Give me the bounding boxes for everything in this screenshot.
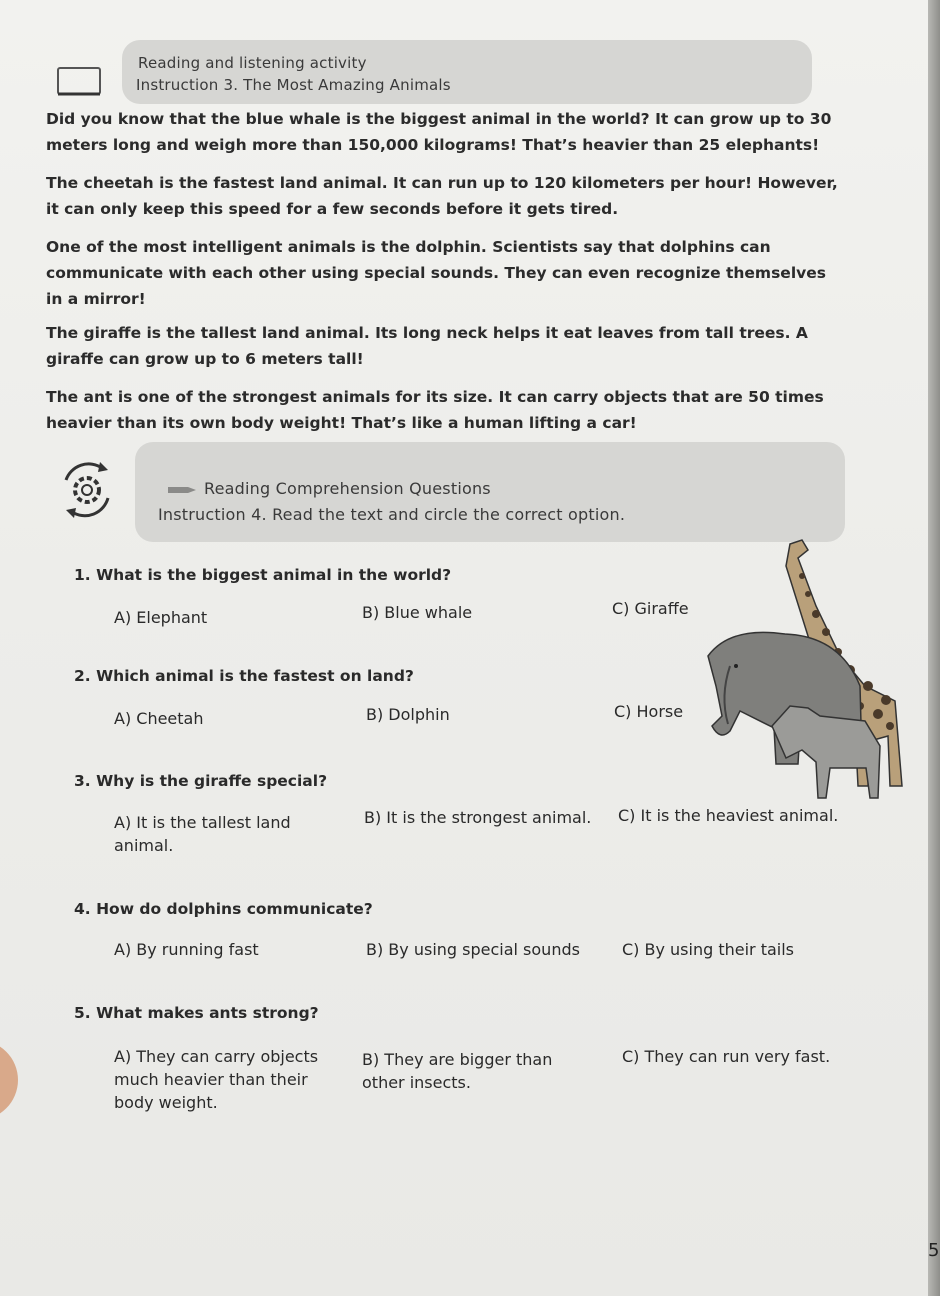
- q4-option-a[interactable]: A) By running fast: [114, 940, 259, 959]
- paragraph-cheetah: The cheetah is the fastest land animal. It can run up to 120 kilometers per hour! However, it can only keep this speed for a few seconds before it gets tired.: [46, 174, 838, 218]
- q2-option-a[interactable]: A) Cheetah: [114, 709, 204, 728]
- section-title: Reading Comprehension Questions: [204, 479, 491, 498]
- q5-option-b[interactable]: B) They are bigger than other insects.: [362, 1050, 553, 1092]
- instruction-4-title: Instruction 4. Read the text and circle the correct option.: [158, 505, 626, 524]
- q1-option-a[interactable]: A) Elephant: [114, 608, 208, 627]
- question-1: 1. What is the biggest animal in the world?: [74, 566, 452, 584]
- q5-option-c[interactable]: C) They can run very fast.: [622, 1047, 831, 1066]
- finger-thumb: [0, 1040, 18, 1120]
- gear-icon: [56, 458, 118, 522]
- pencil-icon: [168, 480, 198, 500]
- q3-option-b[interactable]: B) It is the strongest animal.: [364, 808, 592, 827]
- q4-option-c[interactable]: C) By using their tails: [622, 940, 795, 959]
- page-number: 5: [928, 1240, 940, 1261]
- question-3: 3. Why is the giraffe special?: [74, 772, 328, 790]
- book-icon: [56, 66, 102, 98]
- paragraph-dolphin: One of the most intelligent animals is the dolphin. Scientists say that dolphins can communicate with each other using special sounds. They can even recognize themselves in a mirror!: [46, 238, 826, 308]
- paragraph-ant: The ant is one of the strongest animals for its size. It can carry objects that are 50 times heavier than its own body weight! That’s like a human lifting a car!: [46, 388, 824, 432]
- q1-option-b[interactable]: B) Blue whale: [362, 603, 473, 622]
- q4-option-b[interactable]: B) By using special sounds: [366, 940, 580, 959]
- question-5: 5. What makes ants strong?: [74, 1004, 319, 1022]
- q3-option-c[interactable]: C) It is the heaviest animal.: [618, 806, 839, 825]
- activity-banner: [122, 40, 812, 104]
- question-4: 4. How do dolphins communicate?: [74, 900, 373, 918]
- q2-option-b[interactable]: B) Dolphin: [366, 705, 450, 724]
- paragraph-blue-whale: Did you know that the blue whale is the biggest animal in the world? It can grow up to 30 meters long and weigh more than 150,000 kilograms! That’s heavier than 25 elephants!: [46, 110, 832, 154]
- activity-title: Reading and listening activity: [138, 54, 367, 72]
- q1-option-c[interactable]: C) Giraffe: [612, 599, 689, 618]
- q5-option-a[interactable]: A) They can carry objects much heavier than their body weight.: [114, 1047, 319, 1112]
- instruction-3-title: Instruction 3. The Most Amazing Animals: [136, 76, 451, 94]
- page-edge: [928, 0, 940, 1296]
- q2-option-c[interactable]: C) Horse: [614, 702, 684, 721]
- question-2: 2. Which animal is the fastest on land?: [74, 667, 414, 685]
- q3-option-a[interactable]: A) It is the tallest land animal.: [114, 813, 291, 855]
- paragraph-giraffe: The giraffe is the tallest land animal. Its long neck helps it eat leaves from tall trees. A giraffe can grow up to 6 meters tall!: [46, 324, 808, 368]
- animals-illustration: [690, 536, 915, 811]
